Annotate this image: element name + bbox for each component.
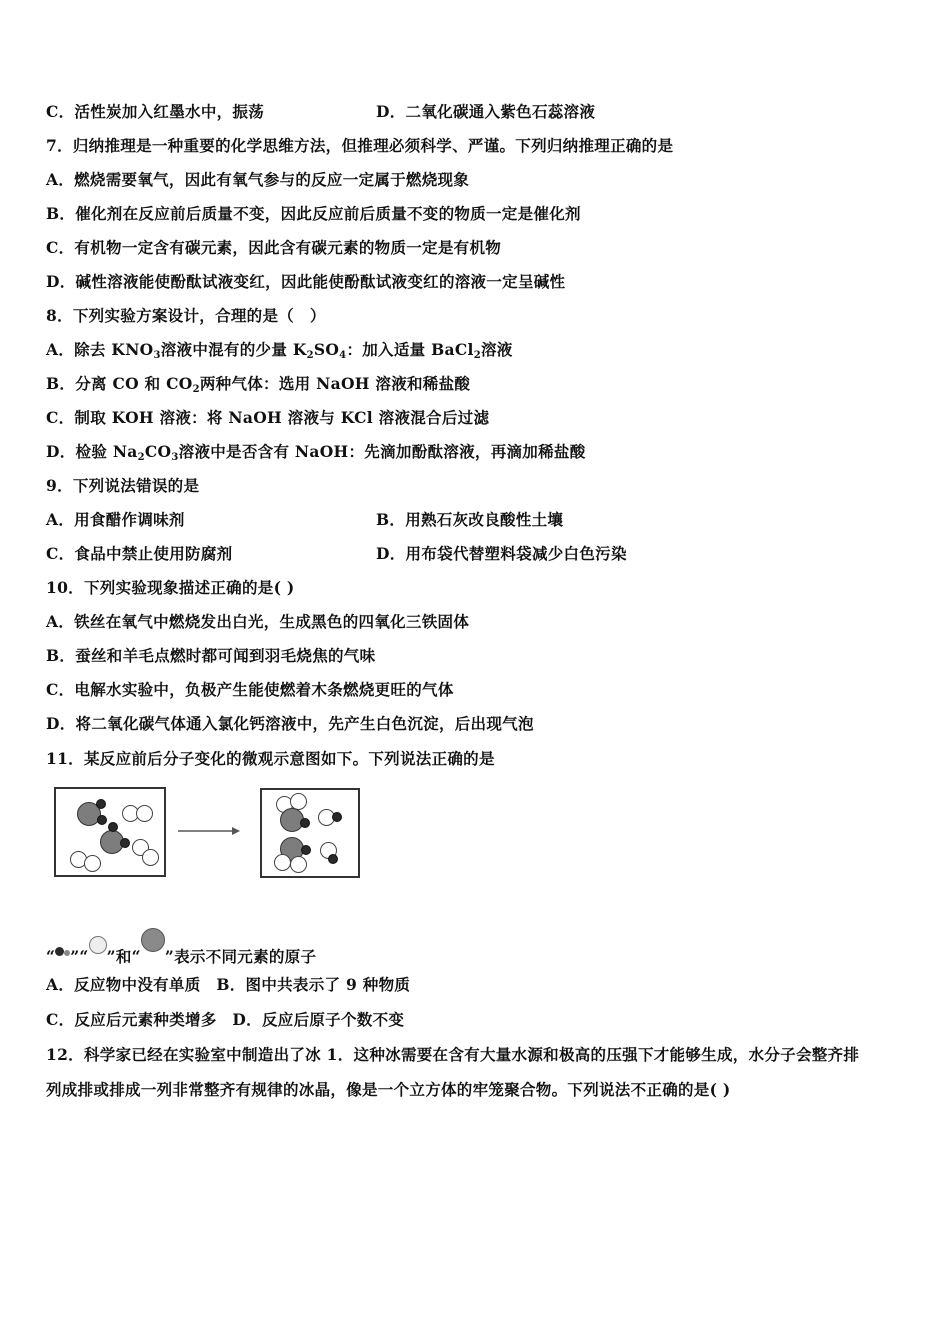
q8a-text-2: 溶液中混有的少量 K	[160, 340, 307, 359]
q8d-text-3: 溶液中是否含有 NaOH：先滴加酚酞溶液，再滴加稀盐酸	[178, 442, 586, 461]
q8a-text-1: A．除去 KNO	[46, 340, 154, 359]
q8d-sub-2: 3	[171, 452, 179, 463]
q8d-text-1: D．检验 Na	[46, 442, 138, 461]
q8-option-a	[46, 340, 513, 360]
q7-option-b: B．催化剂在反应前后质量不变，因此反应前后质量不变的物质一定是催化剂	[46, 204, 581, 223]
small-atom-icon	[300, 818, 310, 828]
q8a-sub-2: 2	[306, 350, 314, 361]
q10-option-b: B．蚕丝和羊毛点燃时都可闻到羽毛烧焦的气味	[46, 646, 376, 665]
q9-option-a: A．用食醋作调味剂	[46, 510, 185, 529]
q8a-sub-1: 3	[153, 350, 161, 361]
q7-stem: 7．归纳推理是一种重要的化学思维方法，但推理必须科学、严谨。下列归纳推理正确的是	[46, 136, 674, 155]
q11-stem: 11．某反应前后分子变化的微观示意图如下。下列说法正确的是	[46, 749, 495, 768]
q8b-text-1: B．分离 CO 和 CO	[46, 374, 193, 393]
q11-options-ab: A．反应物中没有单质 B．图中共表示了 9 种物质	[46, 975, 411, 994]
large-atom-icon	[141, 928, 165, 952]
q8-option-c: C．制取 KOH 溶液：将 NaOH 溶液与 KCl 溶液混合后过滤	[46, 408, 490, 427]
legend-quote-1: “	[46, 947, 56, 966]
small-atom-icon	[120, 838, 130, 848]
q9-option-d: D．用布袋代替塑料袋减少白色污染	[376, 544, 627, 563]
q10-stem: 10．下列实验现象描述正确的是( )	[46, 578, 295, 597]
white-atom-icon	[84, 855, 101, 872]
q9-option-b: B．用熟石灰改良酸性土壤	[376, 510, 564, 529]
small-atom-icon	[328, 854, 338, 864]
q8a-sub-4: 2	[473, 350, 481, 361]
small-atom-icon	[97, 815, 107, 825]
q8b-text-2: 两种气体：选用 NaOH 溶液和稀盐酸	[199, 374, 471, 393]
white-atom-icon	[136, 805, 153, 822]
atom-legend	[46, 928, 316, 967]
white-atom-icon	[290, 856, 307, 873]
q10-option-c: C．电解水实验中，负极产生能使燃着木条燃烧更旺的气体	[46, 680, 454, 699]
small-atom-icon	[108, 822, 118, 832]
white-atom-icon	[89, 936, 107, 954]
q8a-text-4: ：加入适量 BaCl	[346, 340, 474, 359]
q8-option-d	[46, 442, 586, 462]
legend-quote-4: ”表示不同元素的原子	[164, 947, 317, 966]
q8-stem: 8．下列实验方案设计，合理的是（ ）	[46, 306, 326, 325]
q11-options-cd: C．反应后元素种类增多 D．反应后原子个数不变	[46, 1010, 405, 1029]
q8b-sub-1: 2	[192, 384, 200, 395]
q7-option-a: A．燃烧需要氧气，因此有氧气参与的反应一定属于燃烧现象	[46, 170, 470, 189]
small-atom-icon	[301, 845, 311, 855]
q7-option-c: C．有机物一定含有碳元素，因此含有碳元素的物质一定是有机物	[46, 238, 502, 257]
q12-stem-line-2: 列成排或排成一列非常整齐有规律的冰晶，像是一个立方体的牢笼聚合物。下列说法不正确的是( )	[46, 1080, 731, 1099]
small-atom-icon	[96, 799, 106, 809]
reaction-after-box	[260, 788, 360, 878]
white-atom-icon	[142, 849, 159, 866]
q10-option-d: D．将二氧化碳气体通入氯化钙溶液中，先产生白色沉淀，后出现气泡	[46, 714, 534, 733]
legend-quote-3: ”和“	[106, 947, 141, 966]
q6-option-c: C．活性炭加入红墨水中，振荡	[46, 102, 265, 121]
q9-stem: 9．下列说法错误的是	[46, 476, 200, 495]
white-atom-icon	[274, 854, 291, 871]
small-atom-icon	[332, 812, 342, 822]
q9-option-c: C．食品中禁止使用防腐剂	[46, 544, 233, 563]
q6-option-d: D．二氧化碳通入紫色石蕊溶液	[376, 102, 596, 121]
q8a-text-5: 溶液	[480, 340, 513, 359]
q10-option-a: A．铁丝在氧气中燃烧发出白光，生成黑色的四氧化三铁固体	[46, 612, 470, 631]
q12-stem-line-1: 12．科学家已经在实验室中制造出了冰 1．这种冰需要在含有大量水源和极高的压强下才能够生成，水分子会整齐排	[46, 1045, 860, 1064]
reaction-arrow-icon	[178, 824, 240, 838]
q8d-text-2: CO	[144, 442, 172, 461]
q7-option-d: D．碱性溶液能使酚酞试液变红，因此能使酚酞试液变红的溶液一定呈碱性	[46, 272, 566, 291]
q8a-sub-3: 4	[339, 350, 347, 361]
small-dark-atom-icon	[55, 947, 64, 956]
q8a-text-3: SO	[313, 340, 340, 359]
legend-quote-2: ”“	[70, 947, 89, 966]
q8d-sub-1: 2	[137, 452, 145, 463]
reaction-before-box	[54, 787, 166, 877]
q8-option-b	[46, 374, 470, 394]
